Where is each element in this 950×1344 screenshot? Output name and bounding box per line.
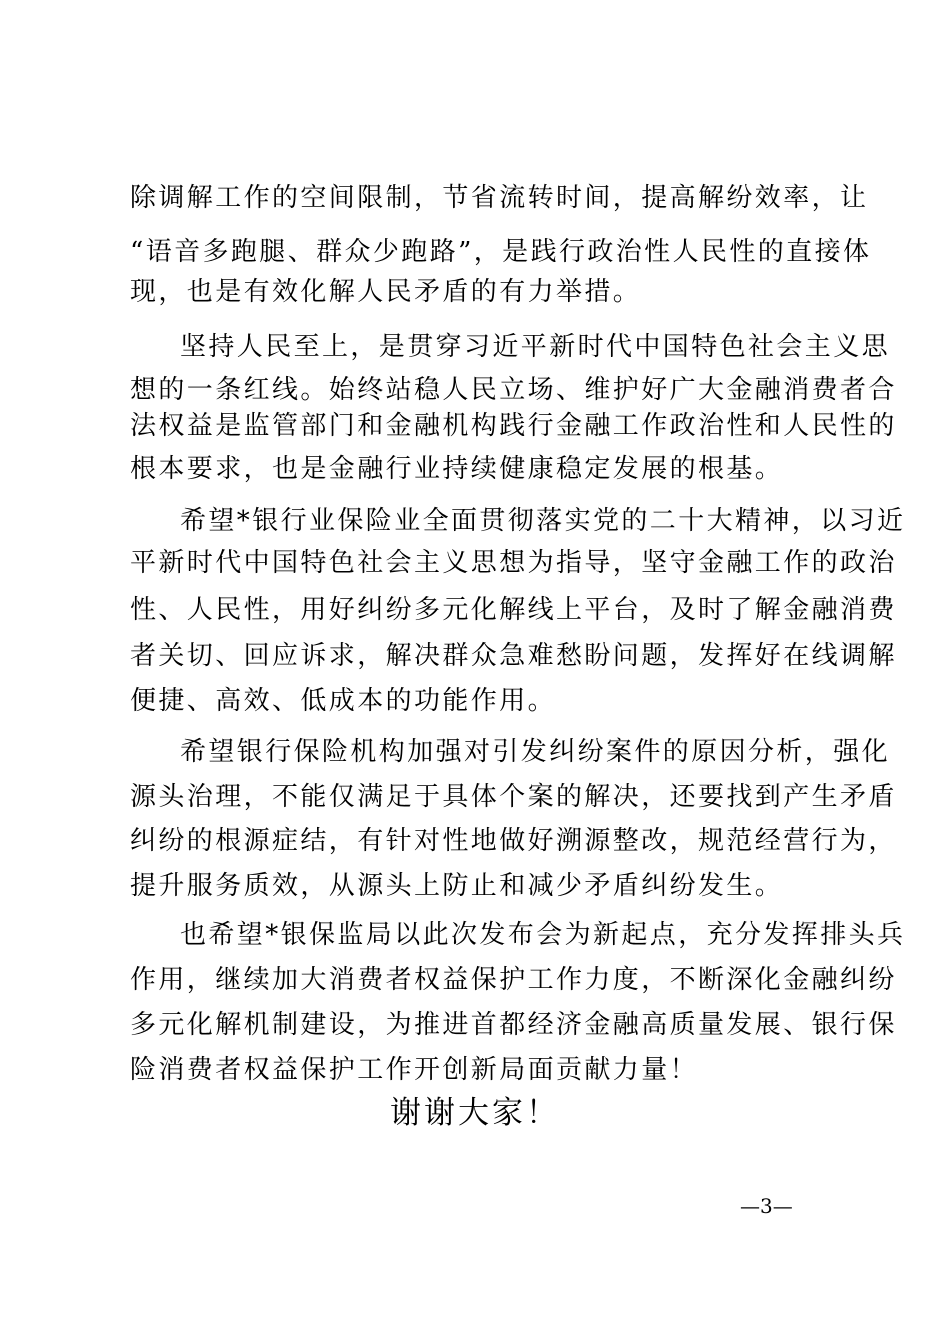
body-text-line: 者关切、回应诉求，解决群众急难愁盼问题，发挥好在线调解 (130, 641, 897, 671)
body-text-line: 想的一条红线。始终站稳人民立场、维护好广大金融消费者合 (130, 375, 897, 405)
body-text-line: 纠纷的根源症结，有针对性地做好溯源整改，规范经营行为， (130, 826, 897, 856)
paragraph-start-line: 希望银行保险机构加强对引发纠纷案件的原因分析，强化 (180, 737, 891, 767)
body-text-line: 多元化解机制建设，为推进首都经济金融高质量发展、银行保 (130, 1010, 897, 1040)
body-text-line: 提升服务质效，从源头上防止和减少矛盾纠纷发生。 (130, 871, 784, 901)
body-text-line: 除调解工作的空间限制，节省流转时间，提高解纷效率，让 (130, 183, 869, 213)
body-text-line: 根本要求，也是金融行业持续健康稳定发展的根基。 (130, 454, 784, 484)
paragraph-start-line: 坚持人民至上，是贯穿习近平新时代中国特色社会主义思 (180, 332, 891, 362)
page-number: —3— (740, 1194, 793, 1218)
body-text-line: 现，也是有效化解人民矛盾的有力举措。 (130, 277, 642, 307)
body-text-line: 险消费者权益保护工作开创新局面贡献力量！ (130, 1055, 699, 1085)
body-text-line: 便捷、高效、低成本的功能作用。 (130, 686, 557, 716)
body-text-line: “语音多跑腿、群众少跑路”，是践行政治性人民性的直接体 (130, 237, 872, 267)
body-text-line: 法权益是监管部门和金融机构践行金融工作政治性和人民性的 (130, 411, 897, 441)
body-text-line: 作用，继续加大消费者权益保护工作力度，不断深化金融纠纷 (130, 965, 897, 995)
body-text-line: 性、人民性，用好纠纷多元化解线上平台，及时了解金融消费 (130, 595, 897, 625)
paragraph-start-line: 希望*银行业保险业全面贯彻落实党的二十大精神，以习近 (180, 506, 906, 536)
closing-remark: 谢谢大家！ (390, 1095, 560, 1131)
paragraph-start-line: 也希望*银保监局以此次发布会为新起点，充分发挥排头兵 (180, 920, 906, 950)
body-text-line: 平新时代中国特色社会主义思想为指导，坚守金融工作的政治 (130, 548, 897, 578)
body-text-line: 源头治理，不能仅满足于具体个案的解决，还要找到产生矛盾 (130, 782, 897, 812)
